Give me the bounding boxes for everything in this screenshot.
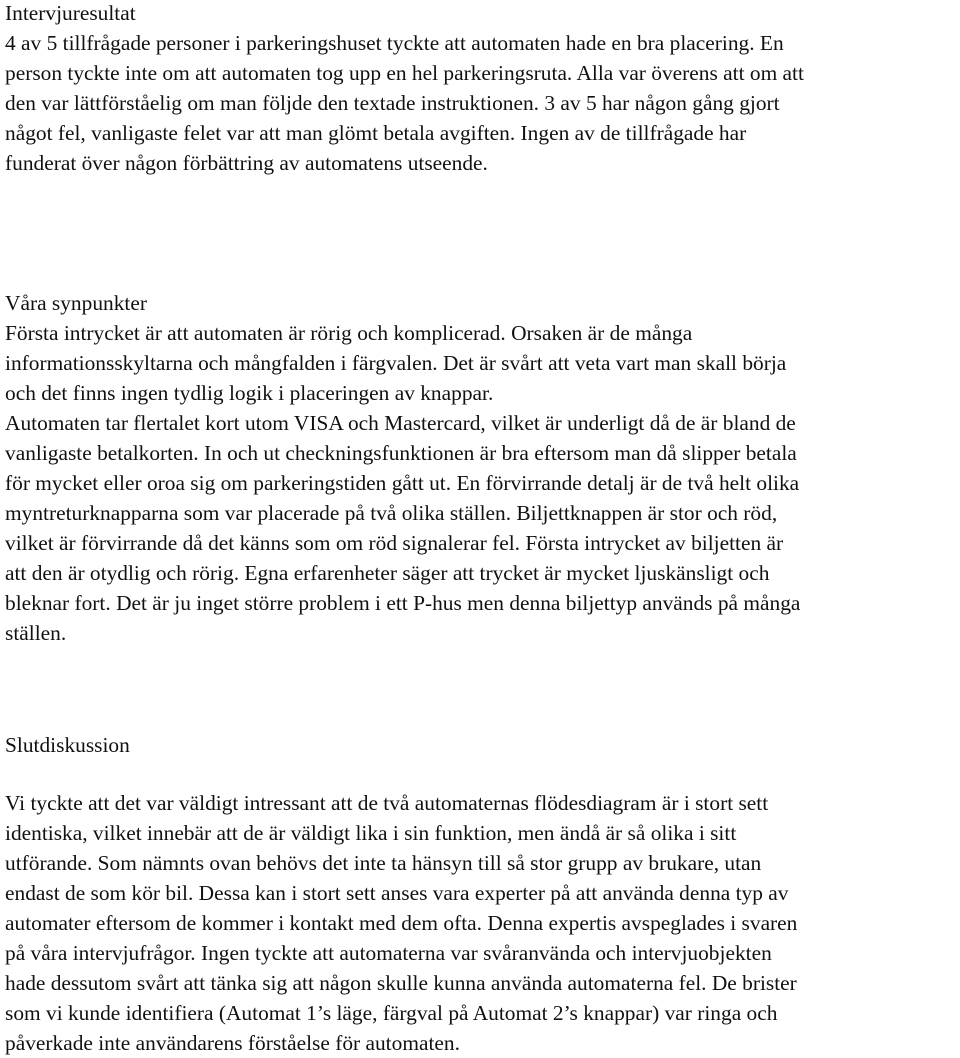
paragraph-line: 4 av 5 tillfrågade personer i parkeringshuset tyckte att automaten hade en bra placering. En	[5, 31, 784, 55]
paragraph-line: för mycket eller oroa sig om parkeringstiden gått ut. En förvirrande detalj är de två helt olika	[5, 471, 800, 495]
section-heading: Våra synpunkter	[5, 291, 147, 315]
paragraph-line: hade dessutom svårt att tänka sig att någon skulle kunna använda automaterna fel. De brister	[5, 971, 797, 995]
paragraph-line: identiska, vilket innebär att de är väldigt lika i sin funktion, men ändå är så olika i sitt	[5, 821, 737, 845]
paragraph-line: utförande. Som nämnts ovan behövs det inte ta hänsyn till så stor grupp av brukare, utan	[5, 851, 762, 875]
section-interview-results	[5, 0, 957, 178]
paragraph-line: informationsskyltarna och mångfalden i färgvalen. Det är svårt att veta vart man skall börja	[5, 351, 787, 375]
paragraph-line: endast de som kör bil. Dessa kan i stort sett anses vara experter på att använda denna typ av	[5, 881, 789, 905]
paragraph-line: bleknar fort. Det är ju inget större problem i ett P-hus men denna biljettyp används på många	[5, 591, 801, 615]
paragraph-line: funderat över någon förbättring av automatens utseende.	[5, 151, 488, 175]
paragraph-line: Automaten tar flertalet kort utom VISA och Mastercard, vilket är underligt då de är bland de	[5, 411, 796, 435]
blank-line	[5, 760, 957, 788]
paragraph-line: den var lättförståelig om man följde den textade instruktionen. 3 av 5 har någon gång gjort	[5, 91, 780, 115]
paragraph-line: något fel, vanligaste felet var att man glömt betala avgiften. Ingen av de tillfrågade har	[5, 121, 747, 145]
paragraph-line: automater eftersom de kommer i kontakt med dem ofta. Denna expertis avspeglades i svaren	[5, 911, 798, 935]
section-our-opinions	[5, 288, 957, 648]
paragraph-line: på våra intervjufrågor. Ingen tyckte att automaterna var svåranvända och intervjuobjekten	[5, 941, 772, 965]
section-heading: Slutdiskussion	[5, 733, 130, 757]
paragraph-line: och det finns ingen tydlig logik i placeringen av knappar.	[5, 381, 494, 405]
paragraph-line: att den är otydlig och rörig. Egna erfarenheter säger att trycket är mycket ljuskänsligt och	[5, 561, 770, 585]
paragraph-line: påverkade inte användarens förståelse för automaten.	[5, 1031, 460, 1055]
paragraph-line: person tyckte inte om att automaten tog upp en hel parkeringsruta. Alla var överens att om att	[5, 61, 804, 85]
section-final-discussion	[5, 730, 957, 1058]
paragraph-line: myntreturknapparna som var placerade på två olika ställen. Biljettknappen är stor och röd,	[5, 501, 778, 525]
paragraph-line: vilket är förvirrande då det känns som om röd signalerar fel. Första intrycket av biljetten är	[5, 531, 784, 555]
paragraph-line: som vi kunde identifiera (Automat 1’s läge, färgval på Automat 2’s knappar) var ringa och	[5, 1001, 778, 1025]
paragraph-line: Vi tyckte att det var väldigt intressant att de två automaternas flödesdiagram är i stort sett	[5, 791, 769, 815]
paragraph-line: vanligaste betalkorten. In och ut checkningsfunktionen är bra eftersom man då slipper betala	[5, 441, 797, 465]
section-heading: Intervjuresultat	[5, 1, 136, 25]
paragraph-line: ställen.	[5, 621, 67, 645]
paragraph-line: Första intrycket är att automaten är rörig och komplicerad. Orsaken är de många	[5, 321, 693, 345]
